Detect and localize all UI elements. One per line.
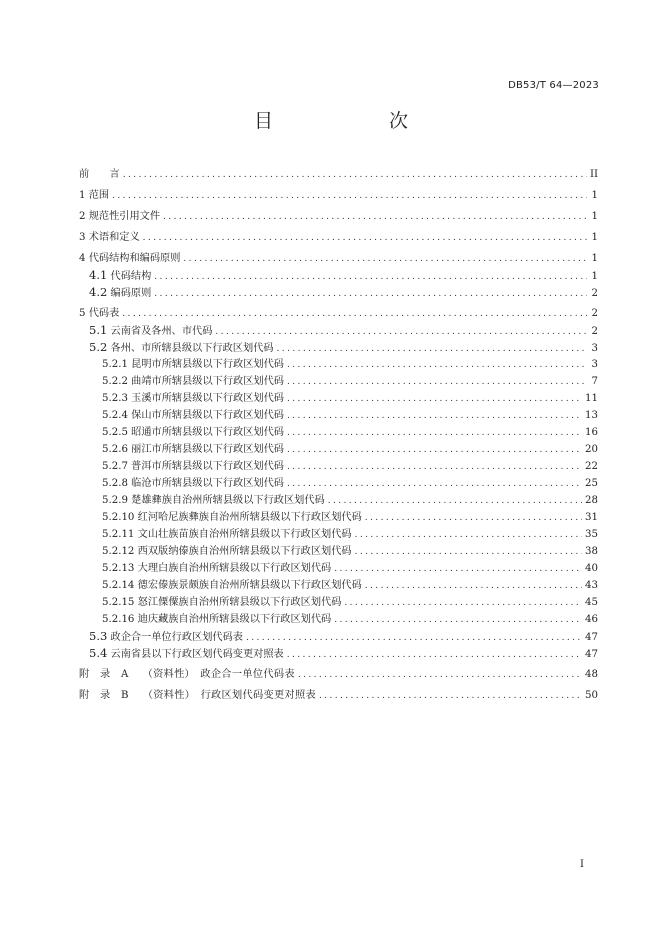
toc-entry-5-2-11[interactable]: [79, 526, 598, 543]
toc-entry-3[interactable]: [79, 229, 598, 246]
toc-entry-page: 3: [591, 343, 598, 354]
toc-entry-page: 40: [585, 563, 598, 574]
toc-entry-text: 代码表: [88, 308, 120, 319]
toc-entry-page: 7: [591, 376, 598, 387]
leader-dots: [154, 269, 587, 286]
toc-entry-text: 红河哈尼族彝族自治州所辖县级以下行政区划代码: [137, 512, 362, 523]
toc-entry-text: 前 言: [79, 169, 120, 180]
toc-entry-text: 曲靖市所辖县级以下行政区划代码: [131, 376, 284, 387]
toc-entry-5-2-5[interactable]: [79, 424, 598, 441]
toc-entry-text: 怒江傈僳族自治州所辖县级以下行政区划代码: [137, 597, 342, 608]
leader-dots: [365, 578, 582, 595]
toc-entry-page: 50: [585, 690, 598, 701]
toc-entry-2[interactable]: [79, 208, 598, 225]
toc-entry-page: 47: [585, 649, 598, 660]
toc-entry-page: 1: [591, 190, 598, 201]
toc-entry-page: 38: [585, 546, 598, 557]
toc-entry-appendix-b[interactable]: [79, 687, 598, 704]
toc-entry-text: 西双版纳傣族自治州所辖县级以下行政区划代码: [137, 546, 352, 557]
toc-entry-number: 3: [79, 232, 86, 243]
standard-code: DB53/T 64—2023: [508, 80, 599, 91]
toc-entry-number: 5.1: [89, 323, 108, 337]
toc-entry-number: 5.2.9: [102, 495, 128, 506]
toc-entry-page: 16: [585, 427, 598, 438]
toc-entry-5-2-14[interactable]: [79, 577, 598, 594]
toc-entry-page: 25: [585, 478, 598, 489]
toc-entry-number: 5.2.7: [102, 461, 128, 472]
toc-entry-number: 5.2.1: [102, 359, 128, 370]
leader-dots: [287, 357, 587, 374]
toc-entry-text: （资料性） 行政区划代码变更对照表: [142, 690, 316, 701]
toc-entry-4-2[interactable]: [79, 284, 598, 301]
leader-dots: [287, 442, 582, 459]
toc-entry-5-2-16[interactable]: [79, 611, 598, 628]
toc-entry-page: 1: [591, 271, 598, 282]
leader-dots: [154, 286, 587, 303]
toc-entry-5-2-7[interactable]: [79, 458, 598, 475]
leader-dots: [277, 341, 587, 358]
toc-entry-number: 5.2.4: [102, 410, 128, 421]
toc-entry-5-1[interactable]: [79, 322, 598, 339]
toc-entry-number: 附 录 A: [79, 669, 129, 680]
leader-dots: [319, 688, 582, 705]
toc-entry-number: 4.2: [89, 285, 108, 299]
toc-entry-5-2-2[interactable]: [79, 373, 598, 390]
toc-entry-5-2-8[interactable]: [79, 475, 598, 492]
toc-entry-page: 48: [585, 669, 598, 680]
toc-entry-number: 5.2.12: [102, 546, 135, 557]
toc-entry-text: 规范性引用文件: [88, 211, 161, 222]
toc-entry-number: 1: [79, 190, 86, 201]
leader-dots: [143, 230, 587, 247]
toc-entry-text: 代码结构: [110, 271, 152, 282]
toc-entry-page: 43: [585, 580, 598, 591]
leader-dots: [287, 374, 587, 391]
toc-entry-text: 大理白族自治州所辖县级以下行政区划代码: [137, 563, 332, 574]
leader-dots: [287, 459, 582, 476]
toc-entry-foreword[interactable]: [79, 166, 598, 183]
toc-entry-number: 5.2.13: [102, 563, 135, 574]
toc-entry-page: 13: [585, 410, 598, 421]
toc-entry-number: 5.2.16: [102, 614, 135, 625]
toc-entry-4[interactable]: [79, 250, 598, 267]
toc-entry-page: 1: [591, 253, 598, 264]
toc-entry-page: 2: [591, 308, 598, 319]
leader-dots: [287, 476, 582, 493]
toc-entry-page: 35: [585, 529, 598, 540]
toc-entry-page: 2: [591, 288, 598, 299]
toc-entry-page: 1: [591, 211, 598, 222]
toc-entry-text: 范围: [88, 190, 110, 201]
toc-entry-text: 丽江市所辖县级以下行政区划代码: [131, 444, 284, 455]
leader-dots: [112, 188, 587, 205]
toc-entry-5-2-12[interactable]: [79, 543, 598, 560]
toc-entry-text: 云南省及各州、市代码: [110, 326, 213, 337]
toc-entry-5-2-10[interactable]: [79, 509, 598, 526]
leader-dots: [365, 510, 582, 527]
toc-entry-page: 22: [585, 461, 598, 472]
toc-entry-number: 附 录 B: [79, 690, 129, 701]
toc-entry-number: 5.2.5: [102, 427, 128, 438]
toc-entry-text: 各州、市所辖县级以下行政区划代码: [110, 343, 274, 354]
toc-entry-text: 术语和定义: [88, 232, 140, 243]
toc-entry-text: 云南省县以下行政区划代码变更对照表: [110, 649, 284, 660]
toc-entry-number: 5.2.6: [102, 444, 128, 455]
toc-entry-5-2-4[interactable]: [79, 407, 598, 424]
page-number: I: [580, 859, 584, 870]
leader-dots: [122, 306, 587, 323]
toc-entry-5-2-15[interactable]: [79, 594, 598, 611]
leader-dots: [298, 667, 582, 684]
toc-entry-page: 31: [585, 512, 598, 523]
toc-entry-text: 迪庆藏族自治州所辖县级以下行政区划代码: [137, 614, 332, 625]
leader-dots: [246, 630, 582, 647]
leader-dots: [328, 493, 582, 510]
toc-entry-5-2[interactable]: [79, 339, 598, 356]
leader-dots: [287, 408, 582, 425]
toc-entry-page: 47: [585, 632, 598, 643]
toc-entry-text: 代码结构和编码原则: [88, 253, 181, 264]
leader-dots: [287, 425, 582, 442]
toc-entry-number: 5.2.15: [102, 597, 135, 608]
toc-entry-text: 德宏傣族景颇族自治州所辖县级以下行政区划代码: [137, 580, 362, 591]
toc-entry-number: 5.2.10: [102, 512, 135, 523]
leader-dots: [355, 544, 582, 561]
toc-entry-text: 昆明市所辖县级以下行政区划代码: [131, 359, 284, 370]
toc-entry-number: 5.3: [89, 629, 108, 643]
leader-dots: [183, 251, 587, 268]
toc-entry-text: （资料性） 政企合一单位代码表: [142, 669, 295, 680]
toc-entry-page: II: [589, 169, 598, 180]
toc-entry-page: 11: [585, 393, 598, 404]
toc-entry-appendix-a[interactable]: [79, 666, 598, 683]
toc-entry-text: 临沧市所辖县级以下行政区划代码: [131, 478, 284, 489]
toc-entry-number: 5: [79, 308, 86, 319]
toc-entry-number: 5.2: [89, 340, 108, 354]
toc-entry-page: 20: [585, 444, 598, 455]
toc-entry-4-1[interactable]: [79, 267, 598, 284]
toc-entry-number: 5.2.8: [102, 478, 128, 489]
leader-dots: [334, 561, 582, 578]
table-of-contents: [79, 166, 598, 704]
toc-entry-5-4[interactable]: [79, 645, 598, 662]
toc-entry-page: 45: [585, 597, 598, 608]
toc-entry-text: 保山市所辖县级以下行政区划代码: [131, 410, 284, 421]
leader-dots: [344, 595, 582, 612]
leader-dots: [287, 647, 582, 664]
toc-entry-page: 3: [591, 359, 598, 370]
toc-entry-number: 4: [79, 253, 86, 264]
toc-entry-5-2-6[interactable]: [79, 441, 598, 458]
toc-entry-5-2-13[interactable]: [79, 560, 598, 577]
toc-entry-number: 5.4: [89, 646, 108, 660]
toc-entry-page: 1: [591, 232, 598, 243]
toc-entry-text: 昭通市所辖县级以下行政区划代码: [131, 427, 284, 438]
page-title: 目 次: [253, 110, 434, 132]
toc-entry-5-2-1[interactable]: [79, 356, 598, 373]
toc-entry-1[interactable]: [79, 187, 598, 204]
leader-dots: [287, 391, 582, 408]
toc-entry-page: 2: [591, 326, 598, 337]
toc-entry-text: 玉溪市所辖县级以下行政区划代码: [131, 393, 284, 404]
toc-entry-5[interactable]: [79, 305, 598, 322]
toc-entry-5-3[interactable]: [79, 628, 598, 645]
toc-entry-number: 5.2.2: [102, 376, 128, 387]
leader-dots: [123, 167, 587, 184]
leader-dots: [334, 612, 582, 629]
toc-entry-number: 5.2.14: [102, 580, 135, 591]
toc-entry-text: 文山壮族苗族自治州所辖县级以下行政区划代码: [137, 529, 352, 540]
leader-dots: [163, 209, 587, 226]
toc-entry-text: 普洱市所辖县级以下行政区划代码: [131, 461, 284, 472]
toc-entry-number: 5.2.3: [102, 393, 128, 404]
toc-entry-page: 46: [585, 614, 598, 625]
toc-entry-text: 政企合一单位行政区划代码表: [110, 632, 243, 643]
toc-entry-number: 2: [79, 211, 86, 222]
toc-entry-text: 楚雄彝族自治州所辖县级以下行政区划代码: [131, 495, 325, 506]
toc-entry-5-2-9[interactable]: [79, 492, 598, 509]
leader-dots: [355, 527, 582, 544]
toc-entry-page: 28: [585, 495, 598, 506]
toc-entry-number: 4.1: [89, 268, 108, 282]
toc-entry-text: 编码原则: [110, 288, 152, 299]
toc-entry-5-2-3[interactable]: [79, 390, 598, 407]
toc-entry-number: 5.2.11: [102, 529, 135, 540]
